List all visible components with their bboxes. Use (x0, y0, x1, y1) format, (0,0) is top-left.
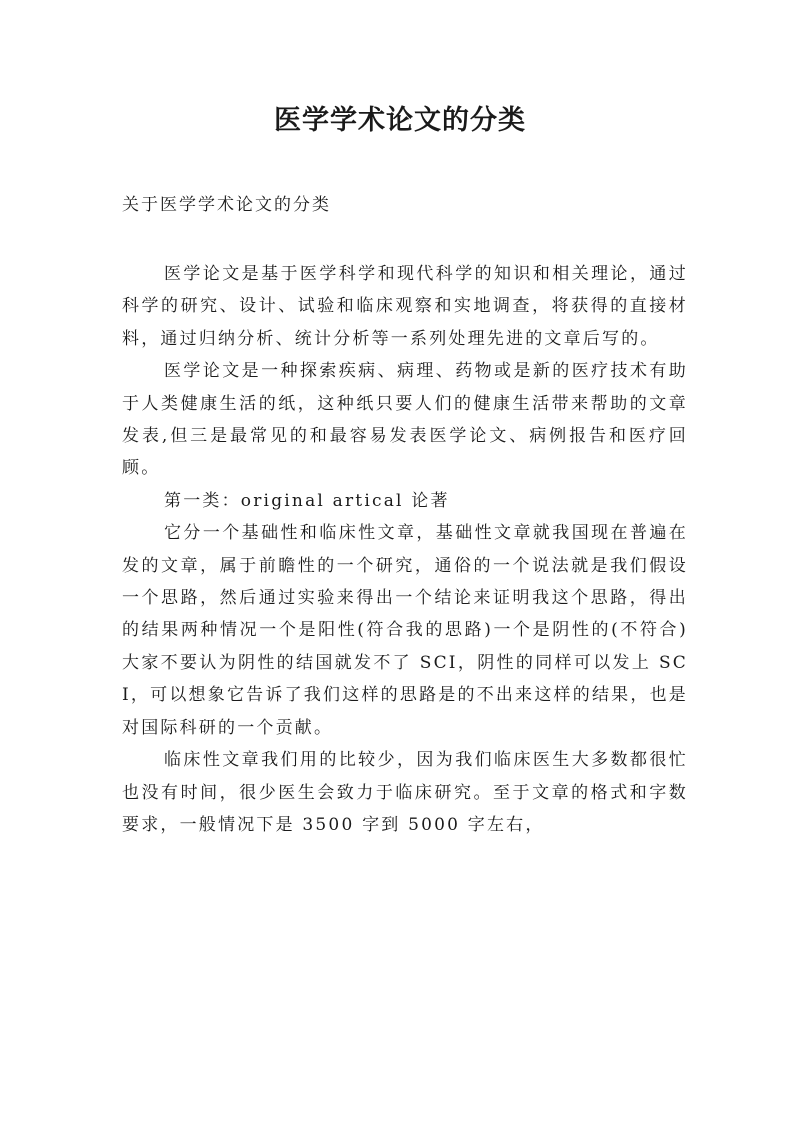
paragraph-clinical-research: 临床性文章我们用的比较少，因为我们临床医生大多数都很忙也没有时间，很少医生会致力于临床研究。至于文章的格式和字数要求，一般情况下是 3500 字到 5000 字左右， (122, 750, 688, 835)
paragraph-definition: 医学论文是一种探索疾病、病理、药物或是新的医疗技术有助于人类健康生活的纸，这种纸只要人们的健康生活带来帮助的文章发表,但三是最常见的和最容易发表医学论文、病例报告和医疗回顾。 (122, 361, 688, 479)
paragraph-category-heading: 第一类：original artical 论著 (164, 490, 450, 511)
document-body (122, 258, 688, 841)
document-title: 医学学术论文的分类 (274, 105, 526, 136)
document-subtitle: 关于医学学术论文的分类 (122, 195, 331, 215)
paragraph-basic-research: 它分一个基础性和临床性文章，基础性文章就我国现在普遍在发的文章，属于前瞻性的一个研究，通俗的一个说法就是我们假设一个思路，然后通过实验来得出一个结论来证明我这个思路，得出的结果两种情况一个是阳性(符合我的思路)一个是阴性的(不符合)大家不要认为阴性的结国就发不了 SCI，阴性的同样可以发上 SCI，可以想象它告诉了我们这样的思路是的不出来这样的结果，也是对国际科研的一个贡献。 (122, 523, 688, 738)
paragraph-intro: 医学论文是基于医学科学和现代科学的知识和相关理论，通过科学的研究、设计、试验和临床观察和实地调查，将获得的直接材料，通过归纳分析、统计分析等一系列处理先进的文章后写的。 (122, 264, 688, 349)
